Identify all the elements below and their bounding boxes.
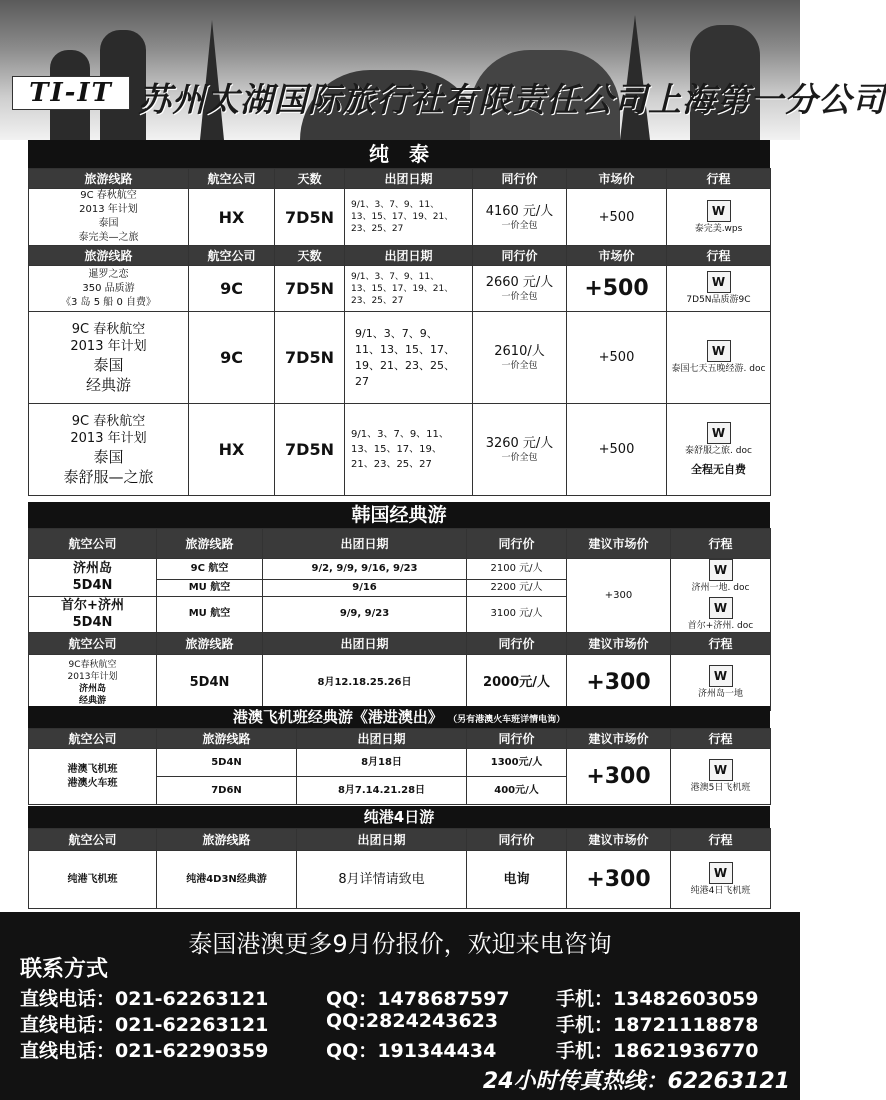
route-line: 泰国 <box>93 447 124 466</box>
file-name[interactable]: 泰完美.wps <box>694 223 743 234</box>
file-cell[interactable] <box>667 266 771 312</box>
days-cell: 7D5N <box>275 189 345 246</box>
table-row <box>29 312 771 404</box>
col-header: 建议市场价 <box>567 633 671 655</box>
col-header: 同行价 <box>467 633 567 655</box>
route-line: 9C 春秋航空 <box>71 413 146 429</box>
airline-line: 港澳火车班 <box>67 777 118 789</box>
thai-table <box>28 168 771 496</box>
price-cell: 2000元/人 <box>467 655 567 711</box>
route-line: 2013 年计划 <box>70 338 147 354</box>
file-name[interactable]: 济州岛一地 <box>697 689 743 699</box>
qq-label: QQ： <box>326 1040 378 1062</box>
company-name: 苏州太湖国际旅行社有限责任公司上海第一分公司 <box>138 80 886 119</box>
dates-cell <box>345 189 473 246</box>
file-cell[interactable] <box>671 749 771 805</box>
route-line: 泰舒服—之旅 <box>63 467 154 486</box>
dates-cell: 8月详情请致电 <box>297 851 467 909</box>
col-header: 航空公司 <box>29 529 157 559</box>
date-line: 9/1、3、7、9、11、 <box>351 271 440 282</box>
hkmo-table <box>28 728 771 805</box>
mobile-number[interactable]: 18721118878 <box>613 1014 759 1036</box>
file-name[interactable]: 港澳5日飞机班 <box>690 783 751 793</box>
qq-group <box>326 1010 498 1032</box>
market-cell: +500 <box>567 189 667 246</box>
hkmo-banner-note: （另有港澳火车班详情电询） <box>448 715 566 725</box>
date-line: 13、15、17、19、21、 <box>351 212 454 222</box>
file-name[interactable]: 纯港4日飞机班 <box>690 886 751 896</box>
airline-cell: HX <box>189 189 275 246</box>
airline-line: 2013年计划 <box>67 671 118 682</box>
thai-header-row-2 <box>29 246 771 266</box>
date-line: 23、25、27 <box>351 295 404 306</box>
tel-label: 直线电话： <box>20 988 116 1010</box>
table-row <box>29 749 771 777</box>
dates-cell: 8月18日 <box>297 749 467 777</box>
airline-cell: 9C <box>189 266 275 312</box>
price-value: 3260 元/人 <box>485 436 554 451</box>
airline-cell: 9C 航空 <box>157 559 263 580</box>
days-cell: 7D5N <box>275 312 345 404</box>
dates-cell <box>345 312 473 404</box>
tel-label: 直线电话： <box>20 1014 116 1036</box>
dates-cell: 8月12.18.25.26日 <box>263 655 467 711</box>
file-cell[interactable] <box>667 312 771 404</box>
col-header: 同行价 <box>473 169 567 189</box>
file-name[interactable]: 7D5N品质游9C <box>686 295 751 305</box>
price-cell <box>473 312 567 404</box>
days-cell: 7D5N <box>275 404 345 496</box>
market-cell: +500 <box>567 266 667 312</box>
hk-header-row <box>29 829 771 851</box>
destination-cell <box>29 596 157 632</box>
col-header: 市场价 <box>567 246 667 266</box>
table-row <box>29 851 771 909</box>
route-cell <box>29 189 189 246</box>
date-line: 9/1、3、7、9、11、 <box>351 429 449 440</box>
file-name[interactable]: 泰国七天五晚经游. doc <box>671 364 766 374</box>
company-logo <box>12 76 130 110</box>
date-line: 21、23、25、27 <box>351 459 432 470</box>
contact-row <box>20 1010 790 1037</box>
col-header: 旅游线路 <box>157 529 263 559</box>
date-line: 11、13、15、17、 <box>355 342 455 356</box>
hkmo-header-row <box>29 729 771 749</box>
price-cell <box>473 266 567 312</box>
korea-header-row <box>29 529 771 559</box>
market-cell: +300 <box>567 749 671 805</box>
route-cell: 7D6N <box>157 777 297 805</box>
destination-cell <box>29 559 157 597</box>
col-header: 航空公司 <box>29 829 157 851</box>
market-cell: +300 <box>567 851 671 909</box>
col-header: 航空公司 <box>189 169 275 189</box>
tel-number[interactable]: 021-62290359 <box>115 1040 269 1062</box>
price-cell: 电询 <box>467 851 567 909</box>
col-header: 市场价 <box>567 169 667 189</box>
file-name[interactable]: 泰舒服之旅. doc <box>685 446 752 456</box>
col-header: 航空公司 <box>29 633 157 655</box>
route-line: 9C 春秋航空 <box>80 190 137 201</box>
price-value: 2610/人 <box>494 344 545 359</box>
price-note: 一价全包 <box>501 292 538 302</box>
route-line: 泰国 <box>98 218 119 229</box>
col-header: 天数 <box>275 169 345 189</box>
route-cell <box>29 312 189 404</box>
route-cell <box>29 404 189 496</box>
mobile-group <box>556 1010 758 1037</box>
dates-cell: 9/9, 9/23 <box>263 596 467 632</box>
col-header: 同行价 <box>467 729 567 749</box>
price-cell <box>473 189 567 246</box>
destination-line: 济州岛 <box>72 561 112 577</box>
date-line: 19、21、23、25、 <box>355 358 455 372</box>
airline-cell: HX <box>189 404 275 496</box>
route-cell: 5D4N <box>157 655 263 711</box>
document-icon[interactable]: W <box>707 340 731 362</box>
logo-text: TI-IT <box>29 78 113 108</box>
table-row <box>29 189 771 246</box>
document-icon[interactable]: W <box>709 559 733 581</box>
qq-number[interactable]: 2824243623 <box>365 1010 499 1032</box>
destination-line: 5D4N <box>72 578 113 594</box>
dates-cell: 8月7.14.21.28日 <box>297 777 467 805</box>
contact-footer <box>0 912 800 1100</box>
route-line: 泰完美—之旅 <box>78 232 139 243</box>
col-header: 旅游线路 <box>29 246 189 266</box>
price-note: 一价全包 <box>501 453 538 463</box>
price-value: 2660 元/人 <box>485 275 554 290</box>
thai-header-row <box>29 169 771 189</box>
route-line: 9C 春秋航空 <box>71 321 146 337</box>
mobile-label: 手机： <box>556 1040 614 1062</box>
price-cell <box>473 404 567 496</box>
qq-label: QQ: <box>326 1010 366 1032</box>
date-line: 27 <box>355 374 369 388</box>
date-line: 13、15、17、19、 <box>351 444 442 455</box>
mobile-label: 手机： <box>556 1014 614 1036</box>
dates-cell <box>345 266 473 312</box>
airline-cell <box>29 749 157 805</box>
qq-number[interactable]: 1478687597 <box>377 988 510 1010</box>
price-cell: 3100 元/人 <box>467 596 567 632</box>
col-header: 航空公司 <box>189 246 275 266</box>
col-header: 建议市场价 <box>567 829 671 851</box>
fax-number[interactable]: 62263121 <box>667 1069 790 1094</box>
qq-group <box>326 984 510 1011</box>
contact-title: 联系方式 <box>20 957 109 982</box>
airline-line: 济州岛 <box>78 683 106 694</box>
col-header: 行程 <box>671 529 771 559</box>
market-cell: +500 <box>567 312 667 404</box>
table-row <box>29 655 771 711</box>
file-cell[interactable] <box>671 851 771 909</box>
col-header: 出团日期 <box>345 246 473 266</box>
file-name[interactable]: 首尔+济州. doc <box>687 621 754 631</box>
mobile-number[interactable]: 18621936770 <box>613 1040 759 1062</box>
file-cell[interactable] <box>671 559 771 633</box>
qq-number[interactable]: 191344434 <box>377 1040 497 1062</box>
hk-banner: 纯港4日游 <box>28 806 770 828</box>
col-header: 同行价 <box>473 246 567 266</box>
airline-cell: MU 航空 <box>157 579 263 596</box>
korea-table <box>28 528 771 711</box>
qq-group <box>326 1036 496 1063</box>
airline-cell: 纯港飞机班 <box>29 851 157 909</box>
col-header: 同行价 <box>467 529 567 559</box>
fax-label: 24小时传真热线： <box>482 1069 668 1094</box>
korea-banner: 韩国经典游 <box>28 502 770 528</box>
col-header: 旅游线路 <box>29 169 189 189</box>
col-header: 同行价 <box>467 829 567 851</box>
hkmo-banner-title: 港澳飞机班经典游《港进澳出》 <box>232 708 443 726</box>
dates-cell <box>345 404 473 496</box>
col-header: 建议市场价 <box>567 729 671 749</box>
mobile-label: 手机： <box>556 988 614 1010</box>
price-note: 一价全包 <box>501 361 538 371</box>
route-line: 2013 年计划 <box>70 430 147 446</box>
market-cell: +500 <box>567 404 667 496</box>
fax-hotline <box>420 1064 790 1095</box>
mobile-group <box>556 1036 758 1063</box>
header-banner <box>0 0 886 140</box>
col-header: 行程 <box>667 169 771 189</box>
col-header: 行程 <box>671 633 771 655</box>
qq-label: QQ： <box>326 988 378 1010</box>
date-line: 23、25、27 <box>351 224 404 234</box>
document-icon[interactable]: W <box>707 271 731 293</box>
mobile-number[interactable]: 13482603059 <box>613 988 759 1010</box>
hk-table <box>28 828 771 909</box>
dates-cell: 9/2, 9/9, 9/16, 9/23 <box>263 559 467 580</box>
col-header: 旅游线路 <box>157 729 297 749</box>
file-cell[interactable] <box>667 404 771 496</box>
col-header: 旅游线路 <box>157 829 297 851</box>
route-cell <box>29 266 189 312</box>
document-icon[interactable]: W <box>707 422 731 444</box>
col-header: 出团日期 <box>263 529 467 559</box>
airline-cell: MU 航空 <box>157 596 263 632</box>
airline-line: 9C春秋航空 <box>68 659 117 670</box>
price-note: 一价全包 <box>501 220 538 231</box>
document-icon[interactable]: W <box>709 862 733 884</box>
col-header: 出团日期 <box>297 829 467 851</box>
document-icon[interactable]: W <box>709 665 733 687</box>
route-cell: 5D4N <box>157 749 297 777</box>
no-extra-fee-note: 全程无自费 <box>691 463 746 476</box>
dates-cell: 9/16 <box>263 579 467 596</box>
col-header: 建议市场价 <box>567 529 671 559</box>
col-header: 行程 <box>667 246 771 266</box>
date-line: 9/1、3、7、9、11、 <box>351 200 440 210</box>
col-header: 出团日期 <box>297 729 467 749</box>
col-header: 行程 <box>671 829 771 851</box>
route-line: 暹罗之恋 <box>88 268 129 280</box>
document-icon[interactable]: W <box>709 597 733 619</box>
airline-cell: 9C <box>189 312 275 404</box>
table-row <box>29 404 771 496</box>
contact-row <box>20 984 790 1011</box>
col-header: 出团日期 <box>263 633 467 655</box>
col-header: 天数 <box>275 246 345 266</box>
file-cell[interactable] <box>671 655 771 711</box>
price-value: 4160 元/人 <box>485 203 554 219</box>
col-header: 行程 <box>671 729 771 749</box>
tel-label: 直线电话： <box>20 1040 116 1062</box>
document-icon[interactable]: W <box>707 200 731 222</box>
destination-line: 首尔+济州 <box>61 598 124 614</box>
table-row <box>29 559 771 580</box>
file-cell[interactable] <box>667 189 771 246</box>
price-cell: 2100 元/人 <box>467 559 567 580</box>
route-line: 2013 年计划 <box>79 204 138 215</box>
mobile-group <box>556 984 758 1011</box>
route-line: 经典游 <box>85 375 131 394</box>
days-cell: 7D5N <box>275 266 345 312</box>
thai-banner: 纯 泰 <box>28 140 770 168</box>
destination-line: 5D4N <box>72 615 113 631</box>
col-header: 航空公司 <box>29 729 157 749</box>
route-cell: 纯港4D3N经典游 <box>157 851 297 909</box>
price-cell: 2200 元/人 <box>467 579 567 596</box>
tel-number[interactable]: 021-62263121 <box>115 1014 269 1036</box>
file-name[interactable]: 济州一地. doc <box>691 583 750 593</box>
airline-line: 港澳飞机班 <box>67 763 118 775</box>
price-cell: 400元/人 <box>467 777 567 805</box>
col-header: 旅游线路 <box>157 633 263 655</box>
col-header: 出团日期 <box>345 169 473 189</box>
price-cell: 1300元/人 <box>467 749 567 777</box>
market-cell: +300 <box>567 655 671 711</box>
document-icon[interactable]: W <box>709 759 733 781</box>
airline-cell <box>29 655 157 711</box>
airline-line: 经典游 <box>78 695 106 706</box>
date-line: 9/1、3、7、9、 <box>355 326 438 340</box>
hkmo-banner <box>28 706 770 728</box>
date-line: 13、15、17、19、21、 <box>351 283 454 294</box>
route-line: 泰国 <box>93 355 124 374</box>
table-row <box>29 266 771 312</box>
korea-header-row-2 <box>29 633 771 655</box>
route-line: 350 品质游 <box>82 282 135 294</box>
contact-row <box>20 1036 790 1063</box>
route-line: 《3 岛 5 船 0 自费》 <box>61 296 156 308</box>
tel-number[interactable]: 021-62263121 <box>115 988 269 1010</box>
promo-slogan: 泰国港澳更多9月份报价，欢迎来电咨询 <box>188 930 612 958</box>
market-cell: +300 <box>567 559 671 633</box>
